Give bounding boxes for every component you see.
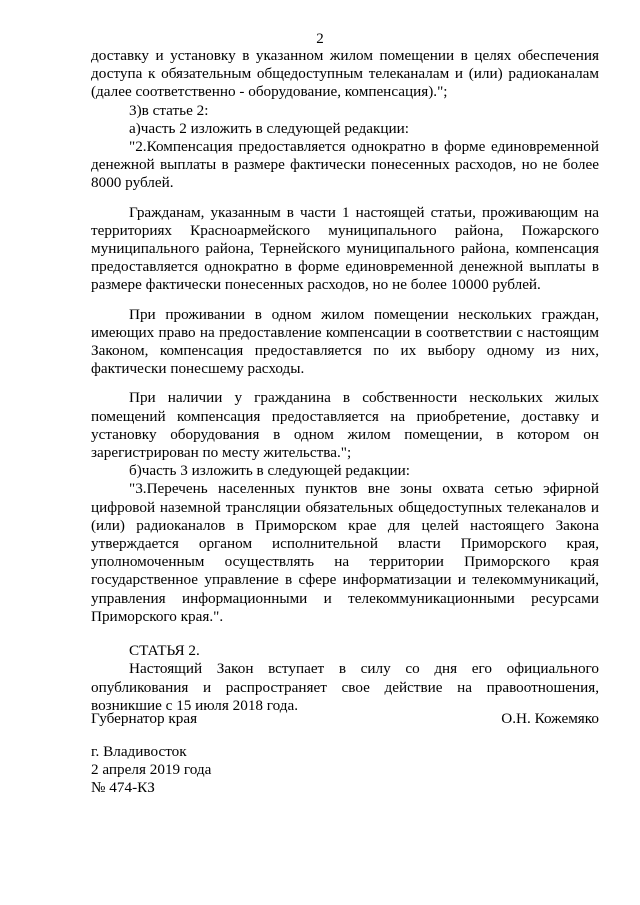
- city: г. Владивосток: [91, 743, 187, 760]
- signatory-title: Губернатор края: [91, 710, 198, 727]
- paragraph-continuation: доставку и установку в указанном жилом помещении в целях обеспечения доступа к обязательным общедоступным телеканалам и (или) радиоканалам (далее соответственно - оборудование, компенсация).";: [91, 47, 599, 101]
- document-footer: [91, 743, 211, 798]
- paragraph-multiple-residents: При проживании в одном жилом помещении нескольких граждан, имеющих право на предоставление компенсации в соответствии с настоящим Законом, компенсация предоставляется по их выбору одному из них, фактически понесшему расходы.: [91, 305, 599, 378]
- article-2-text: Настоящий Закон вступает в силу со дня его официального опубликования и распространяет свое действие на правоотношения, возникшие с 15 июля 2018 года.: [91, 660, 599, 714]
- date: 2 апреля 2019 года: [91, 761, 212, 779]
- document-body: [91, 47, 599, 715]
- paragraph-compensation-10000: Гражданам, указанным в части 1 настоящей статьи, проживающим на территориях Красноармейского муниципального района, Пожарского муниципального района, Тернейского муниципального района, компенсация предоставляется однократно в форме единовременной денежной выплаты в размере фактически понесенных расходов, но не более 10000 рублей.: [91, 203, 599, 294]
- paragraph-compensation-8000: "2.Компенсация предоставляется однократно в форме единовременной денежной выплаты в размере фактически понесенных расходов, но не более 8000 рублей.: [91, 138, 599, 192]
- paragraph-part-2-heading: а)часть 2 изложить в следующей редакции:: [129, 119, 410, 137]
- paragraph-part-3-heading: б)часть 3 изложить в следующей редакции:: [129, 462, 410, 480]
- signatory-name: О.Н. Кожемяко: [501, 710, 599, 727]
- page-number: 2: [316, 31, 324, 47]
- law-number: № 474-КЗ: [91, 779, 155, 797]
- article-2-heading: СТАТЬЯ 2.: [129, 642, 200, 660]
- paragraph-article-2-amendment: 3)в статье 2:: [129, 101, 209, 119]
- paragraph-settlements-list: "3.Перечень населенных пунктов вне зоны охвата сетью эфирной цифровой наземной трансляции обязательных общедоступных телеканалов и (или) радиоканалов в Приморском крае для целей настоящего Закона утверждается органом исполнительной власти Приморского края, уполномоченным осуществлять на территории Приморского края государственное управление в сфере информатизации и телекоммуникаций, управления информационными и телекоммуникационными ресурсами Приморского края.".: [91, 480, 599, 625]
- paragraph-multiple-dwellings: При наличии у гражданина в собственности нескольких жилых помещений компенсация предоставляется на приобретение, доставку и установку оборудования в одном жилом помещении, в котором он зарегистрирован по месту жительства.";: [91, 389, 599, 462]
